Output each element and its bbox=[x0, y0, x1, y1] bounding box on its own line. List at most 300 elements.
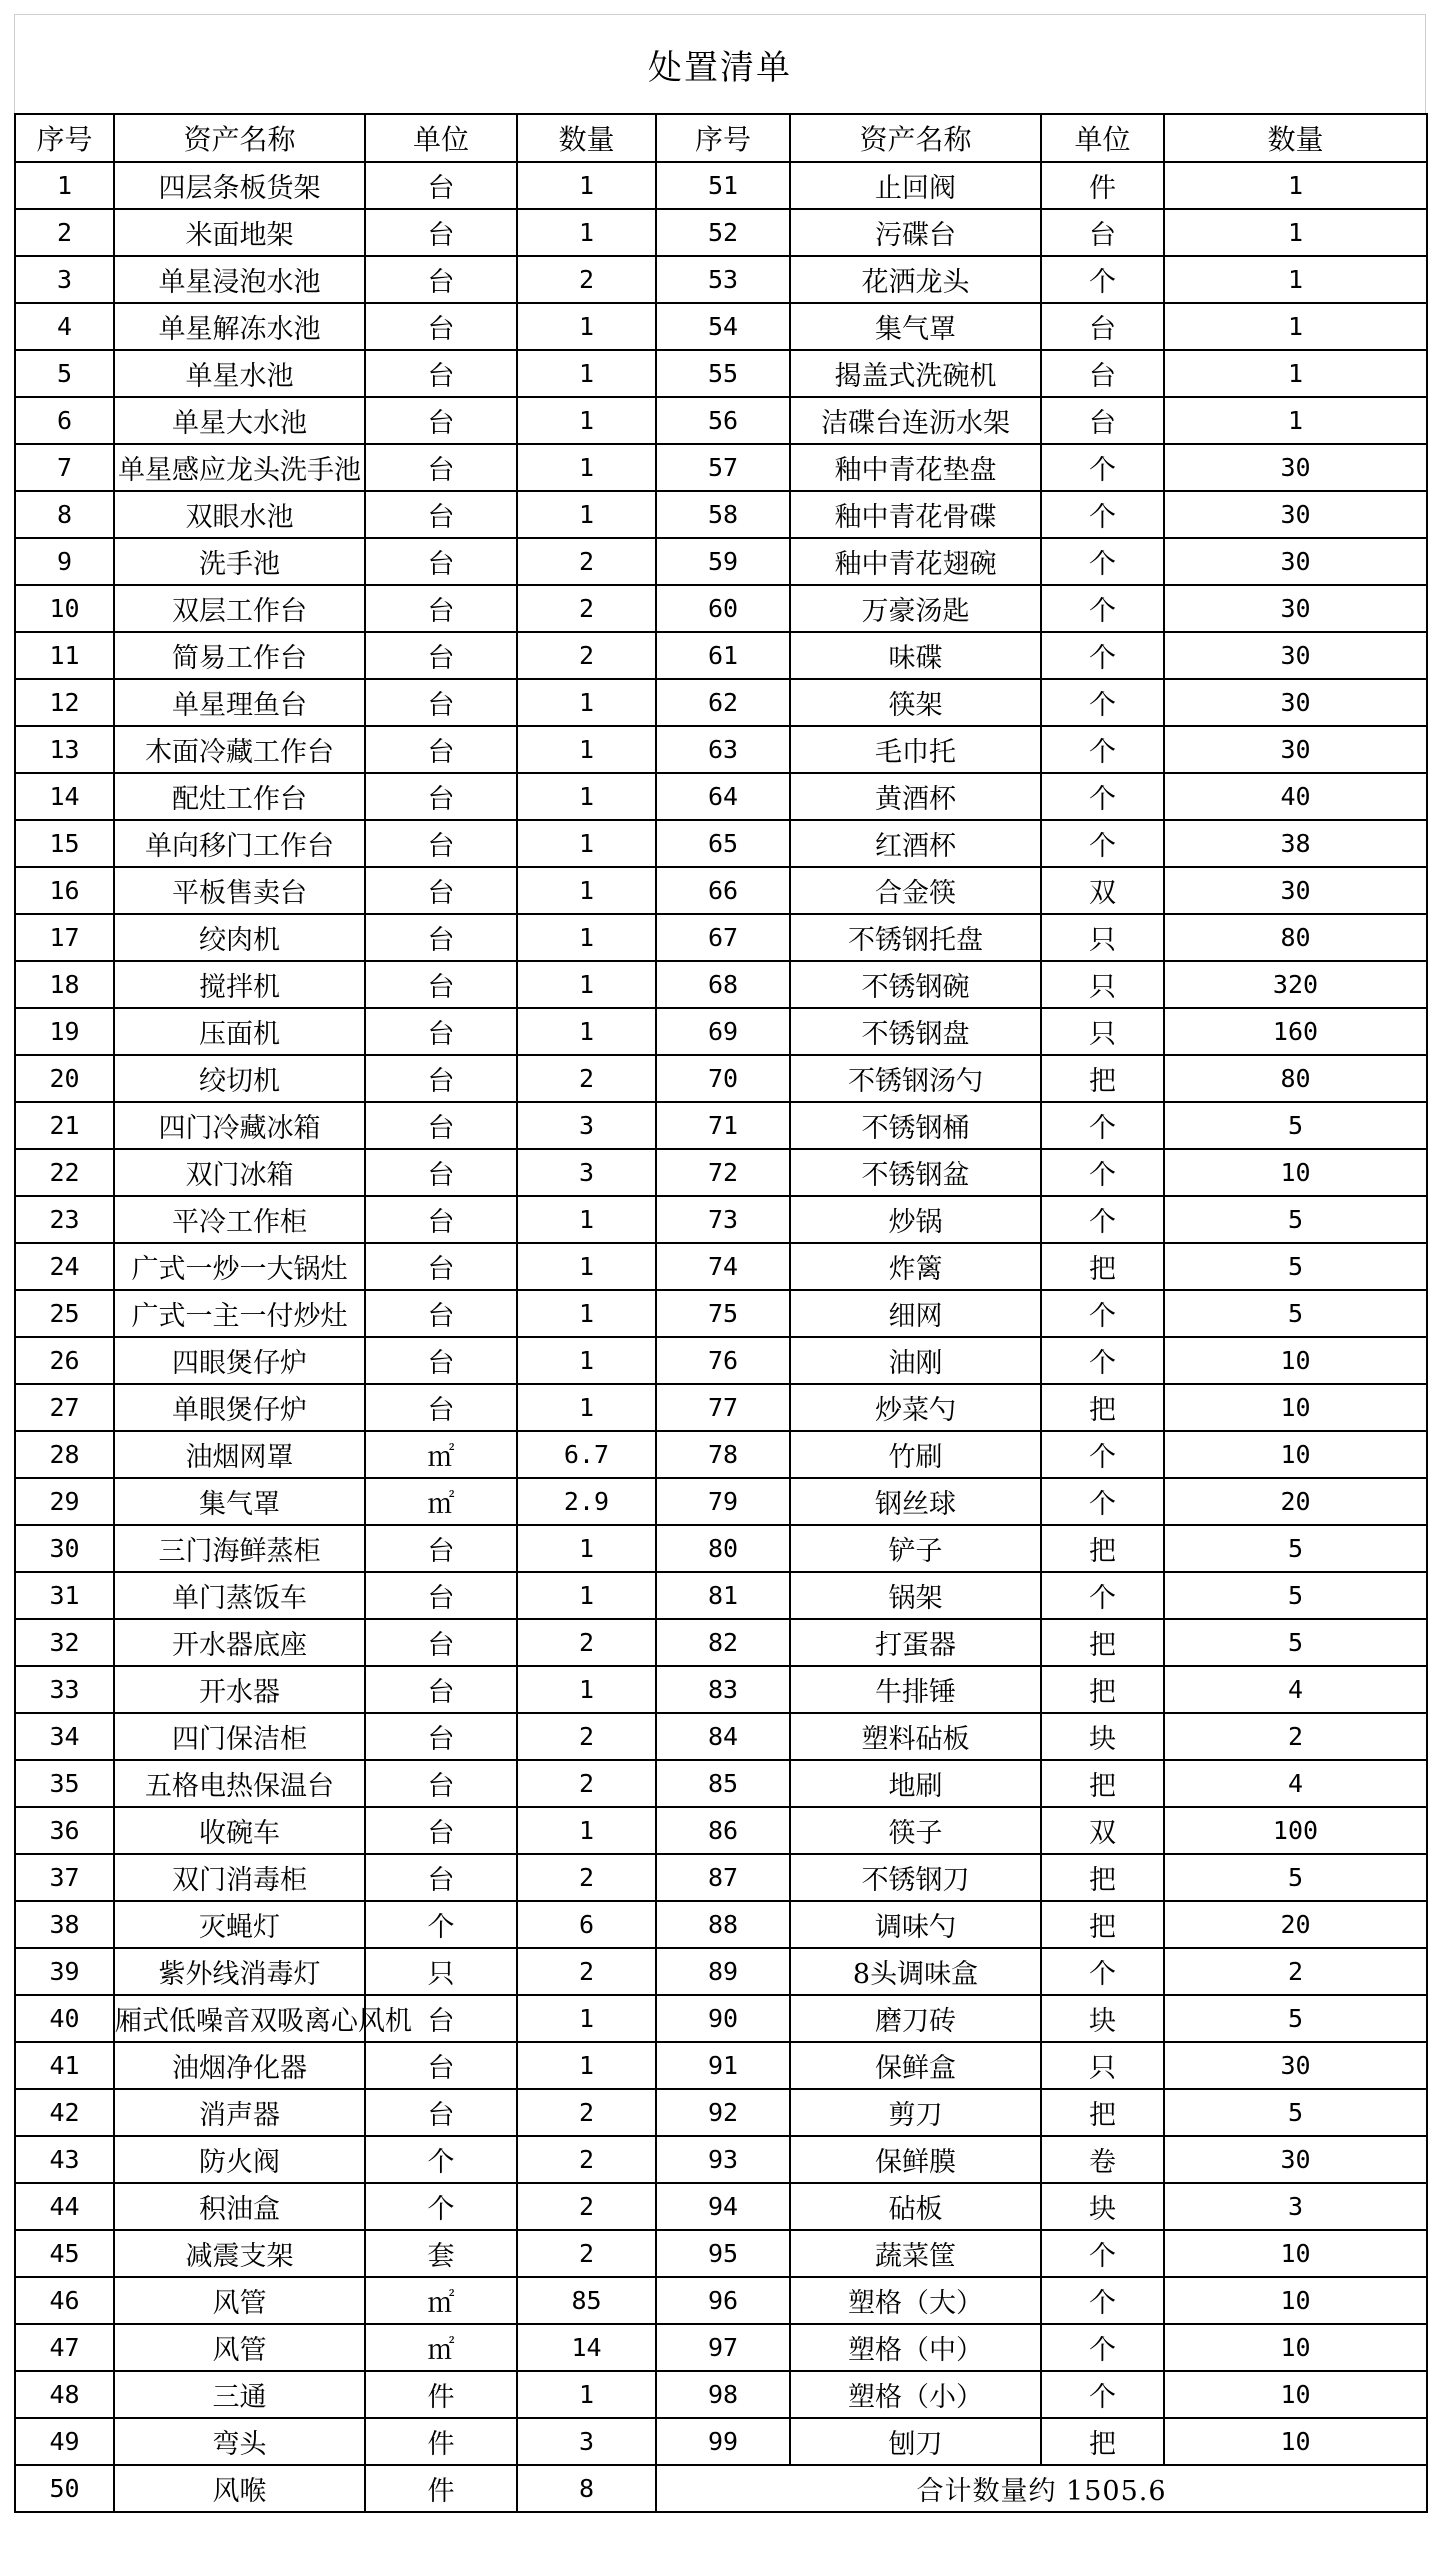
cell-unit-left: 台 bbox=[365, 914, 517, 961]
cell-quantity-left: 8 bbox=[517, 2465, 656, 2512]
cell-index-left: 20 bbox=[15, 1055, 114, 1102]
header-unit-right: 单位 bbox=[1041, 114, 1164, 162]
table-row bbox=[15, 1478, 1427, 1525]
cell-index-left: 23 bbox=[15, 1196, 114, 1243]
cell-quantity-right: 10 bbox=[1164, 1384, 1427, 1431]
cell-quantity-right: 5 bbox=[1164, 1619, 1427, 1666]
cell-unit-left: 台 bbox=[365, 726, 517, 773]
cell-asset-name-right: 不锈钢盆 bbox=[790, 1149, 1041, 1196]
cell-index-left: 22 bbox=[15, 1149, 114, 1196]
cell-asset-name-left: 四门冷藏冰箱 bbox=[114, 1102, 365, 1149]
cell-quantity-left: 1 bbox=[517, 2371, 656, 2418]
cell-unit-right: 个 bbox=[1041, 444, 1164, 491]
cell-asset-name-right: 不锈钢刀 bbox=[790, 1854, 1041, 1901]
cell-index-left: 41 bbox=[15, 2042, 114, 2089]
cell-asset-name-left: 灭蝇灯 bbox=[114, 1901, 365, 1948]
cell-quantity-left: 6 bbox=[517, 1901, 656, 1948]
cell-asset-name-left: 单眼煲仔炉 bbox=[114, 1384, 365, 1431]
cell-asset-name-right: 不锈钢碗 bbox=[790, 961, 1041, 1008]
cell-asset-name-left: 米面地架 bbox=[114, 209, 365, 256]
cell-asset-name-right: 不锈钢汤勺 bbox=[790, 1055, 1041, 1102]
cell-index-right: 83 bbox=[656, 1666, 790, 1713]
cell-unit-right: 个 bbox=[1041, 632, 1164, 679]
cell-asset-name-left: 双门冰箱 bbox=[114, 1149, 365, 1196]
table-row bbox=[15, 1384, 1427, 1431]
cell-asset-name-right: 花洒龙头 bbox=[790, 256, 1041, 303]
cell-quantity-left: 3 bbox=[517, 2418, 656, 2465]
cell-index-right: 61 bbox=[656, 632, 790, 679]
cell-unit-left: 个 bbox=[365, 2136, 517, 2183]
cell-unit-left: 台 bbox=[365, 162, 517, 209]
table-row bbox=[15, 1760, 1427, 1807]
cell-quantity-left: 2 bbox=[517, 2136, 656, 2183]
table-row bbox=[15, 303, 1427, 350]
cell-unit-right: 卷 bbox=[1041, 2136, 1164, 2183]
cell-quantity-right: 5 bbox=[1164, 1572, 1427, 1619]
cell-index-right: 84 bbox=[656, 1713, 790, 1760]
cell-unit-left: 个 bbox=[365, 2183, 517, 2230]
cell-asset-name-right: 剪刀 bbox=[790, 2089, 1041, 2136]
table-row bbox=[15, 2324, 1427, 2371]
cell-quantity-right: 4 bbox=[1164, 1666, 1427, 1713]
cell-unit-right: 个 bbox=[1041, 1149, 1164, 1196]
cell-index-left: 16 bbox=[15, 867, 114, 914]
cell-quantity-left: 1 bbox=[517, 1243, 656, 1290]
cell-unit-left: 台 bbox=[365, 1243, 517, 1290]
cell-unit-left: 台 bbox=[365, 1055, 517, 1102]
cell-asset-name-left: 平板售卖台 bbox=[114, 867, 365, 914]
cell-unit-left: 台 bbox=[365, 1666, 517, 1713]
cell-asset-name-right: 不锈钢盘 bbox=[790, 1008, 1041, 1055]
cell-asset-name-left: 单向移门工作台 bbox=[114, 820, 365, 867]
cell-index-right: 77 bbox=[656, 1384, 790, 1431]
table-row bbox=[15, 1948, 1427, 1995]
table-row bbox=[15, 1854, 1427, 1901]
table-row bbox=[15, 585, 1427, 632]
cell-unit-left: ㎡ bbox=[365, 2324, 517, 2371]
cell-unit-left: 台 bbox=[365, 397, 517, 444]
cell-asset-name-left: 风管 bbox=[114, 2277, 365, 2324]
cell-asset-name-right: 味碟 bbox=[790, 632, 1041, 679]
cell-index-right: 87 bbox=[656, 1854, 790, 1901]
cell-asset-name-left: 防火阀 bbox=[114, 2136, 365, 2183]
cell-unit-left: 台 bbox=[365, 1619, 517, 1666]
cell-unit-left: 台 bbox=[365, 209, 517, 256]
table-row bbox=[15, 2230, 1427, 2277]
cell-index-right: 80 bbox=[656, 1525, 790, 1572]
table-row bbox=[15, 914, 1427, 961]
cell-quantity-left: 1 bbox=[517, 1290, 656, 1337]
cell-asset-name-right: 炒菜勺 bbox=[790, 1384, 1041, 1431]
cell-index-right: 81 bbox=[656, 1572, 790, 1619]
cell-quantity-left: 1 bbox=[517, 1525, 656, 1572]
cell-quantity-left: 85 bbox=[517, 2277, 656, 2324]
cell-quantity-left: 2 bbox=[517, 1619, 656, 1666]
cell-index-right: 96 bbox=[656, 2277, 790, 2324]
cell-index-right: 82 bbox=[656, 1619, 790, 1666]
cell-unit-left: 台 bbox=[365, 1760, 517, 1807]
cell-unit-right: 个 bbox=[1041, 538, 1164, 585]
cell-quantity-left: 2 bbox=[517, 2183, 656, 2230]
cell-asset-name-right: 毛巾托 bbox=[790, 726, 1041, 773]
cell-quantity-left: 2 bbox=[517, 1948, 656, 1995]
cell-quantity-right: 10 bbox=[1164, 2277, 1427, 2324]
cell-unit-left: 台 bbox=[365, 1196, 517, 1243]
table-row bbox=[15, 1525, 1427, 1572]
cell-asset-name-left: 风管 bbox=[114, 2324, 365, 2371]
cell-quantity-right: 40 bbox=[1164, 773, 1427, 820]
cell-unit-left: 台 bbox=[365, 350, 517, 397]
cell-asset-name-right: 铲子 bbox=[790, 1525, 1041, 1572]
cell-asset-name-right: 细网 bbox=[790, 1290, 1041, 1337]
cell-unit-left: 台 bbox=[365, 1807, 517, 1854]
cell-index-right: 79 bbox=[656, 1478, 790, 1525]
cell-quantity-left: 2 bbox=[517, 538, 656, 585]
cell-quantity-right: 5 bbox=[1164, 1243, 1427, 1290]
cell-asset-name-left: 四门保洁柜 bbox=[114, 1713, 365, 1760]
cell-index-right: 94 bbox=[656, 2183, 790, 2230]
cell-asset-name-right: 万豪汤匙 bbox=[790, 585, 1041, 632]
cell-quantity-right: 10 bbox=[1164, 2230, 1427, 2277]
cell-quantity-left: 1 bbox=[517, 679, 656, 726]
cell-quantity-right: 3 bbox=[1164, 2183, 1427, 2230]
cell-asset-name-left: 洗手池 bbox=[114, 538, 365, 585]
cell-quantity-left: 14 bbox=[517, 2324, 656, 2371]
cell-index-right: 90 bbox=[656, 1995, 790, 2042]
cell-index-left: 6 bbox=[15, 397, 114, 444]
cell-asset-name-right: 釉中青花垫盘 bbox=[790, 444, 1041, 491]
cell-asset-name-right: 塑格（中） bbox=[790, 2324, 1041, 2371]
cell-asset-name-right: 刨刀 bbox=[790, 2418, 1041, 2465]
cell-unit-right: 件 bbox=[1041, 162, 1164, 209]
cell-quantity-right: 100 bbox=[1164, 1807, 1427, 1854]
cell-unit-left: 台 bbox=[365, 1525, 517, 1572]
cell-quantity-right: 10 bbox=[1164, 1431, 1427, 1478]
cell-quantity-right: 10 bbox=[1164, 2371, 1427, 2418]
cell-quantity-left: 2 bbox=[517, 1055, 656, 1102]
cell-asset-name-right: 红酒杯 bbox=[790, 820, 1041, 867]
cell-unit-right: 把 bbox=[1041, 2089, 1164, 2136]
cell-asset-name-left: 单星解冻水池 bbox=[114, 303, 365, 350]
cell-unit-left: 个 bbox=[365, 1901, 517, 1948]
cell-index-left: 44 bbox=[15, 2183, 114, 2230]
cell-quantity-right: 30 bbox=[1164, 585, 1427, 632]
cell-asset-name-left: 广式一炒一大锅灶 bbox=[114, 1243, 365, 1290]
cell-asset-name-right: 筷架 bbox=[790, 679, 1041, 726]
cell-asset-name-left: 单门蒸饭车 bbox=[114, 1572, 365, 1619]
cell-asset-name-right: 竹刷 bbox=[790, 1431, 1041, 1478]
cell-quantity-right: 30 bbox=[1164, 2136, 1427, 2183]
cell-index-left: 40 bbox=[15, 1995, 114, 2042]
cell-quantity-left: 2 bbox=[517, 256, 656, 303]
cell-unit-right: 只 bbox=[1041, 2042, 1164, 2089]
cell-quantity-right: 5 bbox=[1164, 1290, 1427, 1337]
cell-asset-name-left: 弯头 bbox=[114, 2418, 365, 2465]
cell-unit-right: 个 bbox=[1041, 1102, 1164, 1149]
cell-quantity-left: 1 bbox=[517, 1807, 656, 1854]
cell-asset-name-left: 双层工作台 bbox=[114, 585, 365, 632]
cell-unit-right: 个 bbox=[1041, 1431, 1164, 1478]
table-row bbox=[15, 961, 1427, 1008]
cell-quantity-right: 5 bbox=[1164, 2089, 1427, 2136]
cell-asset-name-left: 单星感应龙头洗手池 bbox=[114, 444, 365, 491]
table-row bbox=[15, 1008, 1427, 1055]
cell-unit-left: 只 bbox=[365, 1948, 517, 1995]
cell-index-right: 67 bbox=[656, 914, 790, 961]
cell-unit-right: 个 bbox=[1041, 2371, 1164, 2418]
cell-unit-right: 把 bbox=[1041, 1384, 1164, 1431]
cell-quantity-left: 2.9 bbox=[517, 1478, 656, 1525]
cell-quantity-left: 1 bbox=[517, 773, 656, 820]
cell-index-left: 7 bbox=[15, 444, 114, 491]
cell-quantity-left: 1 bbox=[517, 491, 656, 538]
cell-quantity-left: 1 bbox=[517, 1337, 656, 1384]
page-title: 处置清单 bbox=[14, 14, 1426, 113]
cell-quantity-right: 5 bbox=[1164, 1102, 1427, 1149]
cell-index-left: 46 bbox=[15, 2277, 114, 2324]
cell-quantity-right: 30 bbox=[1164, 867, 1427, 914]
header-unit-left: 单位 bbox=[365, 114, 517, 162]
table-row bbox=[15, 1055, 1427, 1102]
cell-index-left: 36 bbox=[15, 1807, 114, 1854]
cell-asset-name-left: 减震支架 bbox=[114, 2230, 365, 2277]
cell-asset-name-right: 釉中青花翅碗 bbox=[790, 538, 1041, 585]
cell-index-left: 45 bbox=[15, 2230, 114, 2277]
cell-quantity-left: 1 bbox=[517, 1995, 656, 2042]
table-row bbox=[15, 773, 1427, 820]
cell-asset-name-left: 油烟网罩 bbox=[114, 1431, 365, 1478]
cell-unit-right: 只 bbox=[1041, 961, 1164, 1008]
header-asset-name-right: 资产名称 bbox=[790, 114, 1041, 162]
cell-quantity-right: 5 bbox=[1164, 1525, 1427, 1572]
cell-unit-right: 把 bbox=[1041, 1243, 1164, 1290]
cell-asset-name-left: 四层条板货架 bbox=[114, 162, 365, 209]
cell-index-right: 91 bbox=[656, 2042, 790, 2089]
cell-index-left: 25 bbox=[15, 1290, 114, 1337]
cell-index-right: 78 bbox=[656, 1431, 790, 1478]
cell-index-left: 4 bbox=[15, 303, 114, 350]
cell-unit-right: 个 bbox=[1041, 585, 1164, 632]
table-row bbox=[15, 679, 1427, 726]
cell-unit-right: 把 bbox=[1041, 1619, 1164, 1666]
cell-unit-right: 个 bbox=[1041, 726, 1164, 773]
cell-index-right: 59 bbox=[656, 538, 790, 585]
table-row bbox=[15, 2418, 1427, 2465]
cell-index-right: 55 bbox=[656, 350, 790, 397]
cell-quantity-left: 2 bbox=[517, 1854, 656, 1901]
cell-asset-name-left: 绞肉机 bbox=[114, 914, 365, 961]
cell-index-right: 52 bbox=[656, 209, 790, 256]
cell-quantity-left: 1 bbox=[517, 209, 656, 256]
cell-quantity-right: 30 bbox=[1164, 679, 1427, 726]
cell-index-left: 29 bbox=[15, 1478, 114, 1525]
cell-unit-right: 块 bbox=[1041, 1995, 1164, 2042]
cell-index-left: 38 bbox=[15, 1901, 114, 1948]
cell-asset-name-right: 地刷 bbox=[790, 1760, 1041, 1807]
cell-asset-name-left: 平冷工作柜 bbox=[114, 1196, 365, 1243]
disposal-list-sheet bbox=[14, 14, 1426, 2513]
cell-index-left: 37 bbox=[15, 1854, 114, 1901]
cell-quantity-right: 30 bbox=[1164, 726, 1427, 773]
cell-index-right: 86 bbox=[656, 1807, 790, 1854]
cell-unit-left: 件 bbox=[365, 2371, 517, 2418]
cell-index-left: 12 bbox=[15, 679, 114, 726]
table-row bbox=[15, 1290, 1427, 1337]
cell-index-left: 28 bbox=[15, 1431, 114, 1478]
cell-index-left: 34 bbox=[15, 1713, 114, 1760]
header-quantity-right: 数量 bbox=[1164, 114, 1427, 162]
cell-quantity-right: 10 bbox=[1164, 2418, 1427, 2465]
cell-index-right: 88 bbox=[656, 1901, 790, 1948]
cell-asset-name-left: 单星大水池 bbox=[114, 397, 365, 444]
cell-asset-name-right: 8头调味盒 bbox=[790, 1948, 1041, 1995]
cell-unit-left: 台 bbox=[365, 491, 517, 538]
cell-unit-left: 台 bbox=[365, 961, 517, 1008]
cell-quantity-right: 1 bbox=[1164, 303, 1427, 350]
total-quantity-cell: 合计数量约 1505.6 bbox=[656, 2465, 1427, 2512]
table-row bbox=[15, 209, 1427, 256]
cell-quantity-right: 20 bbox=[1164, 1478, 1427, 1525]
cell-unit-left: 台 bbox=[365, 679, 517, 726]
cell-asset-name-left: 紫外线消毒灯 bbox=[114, 1948, 365, 1995]
cell-quantity-left: 1 bbox=[517, 1666, 656, 1713]
table-row bbox=[15, 726, 1427, 773]
table-row bbox=[15, 2183, 1427, 2230]
cell-quantity-right: 30 bbox=[1164, 2042, 1427, 2089]
cell-asset-name-left: 双门消毒柜 bbox=[114, 1854, 365, 1901]
cell-asset-name-right: 磨刀砖 bbox=[790, 1995, 1041, 2042]
cell-quantity-left: 3 bbox=[517, 1102, 656, 1149]
cell-unit-left: 台 bbox=[365, 1995, 517, 2042]
cell-asset-name-right: 调味勺 bbox=[790, 1901, 1041, 1948]
cell-unit-right: 只 bbox=[1041, 1008, 1164, 1055]
cell-quantity-right: 20 bbox=[1164, 1901, 1427, 1948]
cell-asset-name-left: 压面机 bbox=[114, 1008, 365, 1055]
table-body bbox=[15, 162, 1427, 2512]
cell-index-left: 35 bbox=[15, 1760, 114, 1807]
cell-unit-right: 个 bbox=[1041, 773, 1164, 820]
cell-quantity-right: 30 bbox=[1164, 491, 1427, 538]
table-row bbox=[15, 1572, 1427, 1619]
cell-unit-right: 个 bbox=[1041, 679, 1164, 726]
cell-index-left: 10 bbox=[15, 585, 114, 632]
table-row bbox=[15, 491, 1427, 538]
cell-index-right: 95 bbox=[656, 2230, 790, 2277]
table-row bbox=[15, 820, 1427, 867]
cell-quantity-right: 30 bbox=[1164, 444, 1427, 491]
cell-asset-name-left: 三门海鲜蒸柜 bbox=[114, 1525, 365, 1572]
cell-quantity-right: 1 bbox=[1164, 256, 1427, 303]
table-row bbox=[15, 256, 1427, 303]
cell-asset-name-right: 钢丝球 bbox=[790, 1478, 1041, 1525]
cell-index-left: 8 bbox=[15, 491, 114, 538]
cell-unit-left: 台 bbox=[365, 585, 517, 632]
cell-unit-left: 台 bbox=[365, 1854, 517, 1901]
cell-asset-name-right: 揭盖式洗碗机 bbox=[790, 350, 1041, 397]
cell-quantity-right: 1 bbox=[1164, 397, 1427, 444]
cell-unit-left: 台 bbox=[365, 444, 517, 491]
cell-unit-right: 个 bbox=[1041, 1572, 1164, 1619]
cell-asset-name-right: 止回阀 bbox=[790, 162, 1041, 209]
cell-index-left: 31 bbox=[15, 1572, 114, 1619]
cell-unit-right: 把 bbox=[1041, 1901, 1164, 1948]
header-index-right: 序号 bbox=[656, 114, 790, 162]
cell-index-right: 60 bbox=[656, 585, 790, 632]
table-row bbox=[15, 1102, 1427, 1149]
cell-asset-name-right: 打蛋器 bbox=[790, 1619, 1041, 1666]
table-row bbox=[15, 397, 1427, 444]
cell-asset-name-right: 炒锅 bbox=[790, 1196, 1041, 1243]
cell-index-right: 65 bbox=[656, 820, 790, 867]
cell-asset-name-right: 砧板 bbox=[790, 2183, 1041, 2230]
cell-asset-name-right: 油刚 bbox=[790, 1337, 1041, 1384]
cell-quantity-right: 30 bbox=[1164, 632, 1427, 679]
cell-unit-left: 台 bbox=[365, 303, 517, 350]
cell-unit-right: 个 bbox=[1041, 1478, 1164, 1525]
cell-asset-name-right: 集气罩 bbox=[790, 303, 1041, 350]
cell-index-left: 2 bbox=[15, 209, 114, 256]
cell-index-left: 42 bbox=[15, 2089, 114, 2136]
cell-quantity-left: 1 bbox=[517, 914, 656, 961]
cell-asset-name-left: 四眼煲仔炉 bbox=[114, 1337, 365, 1384]
table-row bbox=[15, 2277, 1427, 2324]
cell-unit-right: 把 bbox=[1041, 1760, 1164, 1807]
table-row bbox=[15, 444, 1427, 491]
cell-index-left: 48 bbox=[15, 2371, 114, 2418]
cell-quantity-left: 1 bbox=[517, 1572, 656, 1619]
cell-asset-name-left: 集气罩 bbox=[114, 1478, 365, 1525]
cell-unit-right: 块 bbox=[1041, 2183, 1164, 2230]
header-index-left: 序号 bbox=[15, 114, 114, 162]
cell-asset-name-right: 污碟台 bbox=[790, 209, 1041, 256]
cell-quantity-right: 5 bbox=[1164, 1854, 1427, 1901]
cell-unit-right: 块 bbox=[1041, 1713, 1164, 1760]
cell-quantity-right: 38 bbox=[1164, 820, 1427, 867]
table-row bbox=[15, 1619, 1427, 1666]
cell-index-right: 85 bbox=[656, 1760, 790, 1807]
cell-asset-name-left: 油烟净化器 bbox=[114, 2042, 365, 2089]
cell-unit-right: 个 bbox=[1041, 2277, 1164, 2324]
cell-quantity-right: 10 bbox=[1164, 1337, 1427, 1384]
cell-quantity-left: 1 bbox=[517, 1384, 656, 1431]
cell-quantity-right: 1 bbox=[1164, 209, 1427, 256]
cell-index-right: 92 bbox=[656, 2089, 790, 2136]
cell-quantity-left: 1 bbox=[517, 162, 656, 209]
cell-index-left: 43 bbox=[15, 2136, 114, 2183]
cell-asset-name-right: 炸篱 bbox=[790, 1243, 1041, 1290]
cell-index-left: 32 bbox=[15, 1619, 114, 1666]
cell-asset-name-left: 五格电热保温台 bbox=[114, 1760, 365, 1807]
table-row bbox=[15, 1337, 1427, 1384]
cell-quantity-left: 1 bbox=[517, 350, 656, 397]
cell-asset-name-left: 单星浸泡水池 bbox=[114, 256, 365, 303]
table-row bbox=[15, 2042, 1427, 2089]
cell-quantity-left: 1 bbox=[517, 820, 656, 867]
asset-table bbox=[14, 113, 1428, 2513]
table-row bbox=[15, 632, 1427, 679]
cell-index-right: 62 bbox=[656, 679, 790, 726]
cell-index-right: 89 bbox=[656, 1948, 790, 1995]
cell-unit-right: 个 bbox=[1041, 1290, 1164, 1337]
cell-quantity-left: 2 bbox=[517, 1713, 656, 1760]
cell-unit-right: 个 bbox=[1041, 2324, 1164, 2371]
cell-unit-right: 个 bbox=[1041, 1948, 1164, 1995]
cell-index-right: 98 bbox=[656, 2371, 790, 2418]
cell-asset-name-left: 消声器 bbox=[114, 2089, 365, 2136]
cell-unit-right: 双 bbox=[1041, 867, 1164, 914]
cell-asset-name-right: 合金筷 bbox=[790, 867, 1041, 914]
cell-index-right: 71 bbox=[656, 1102, 790, 1149]
